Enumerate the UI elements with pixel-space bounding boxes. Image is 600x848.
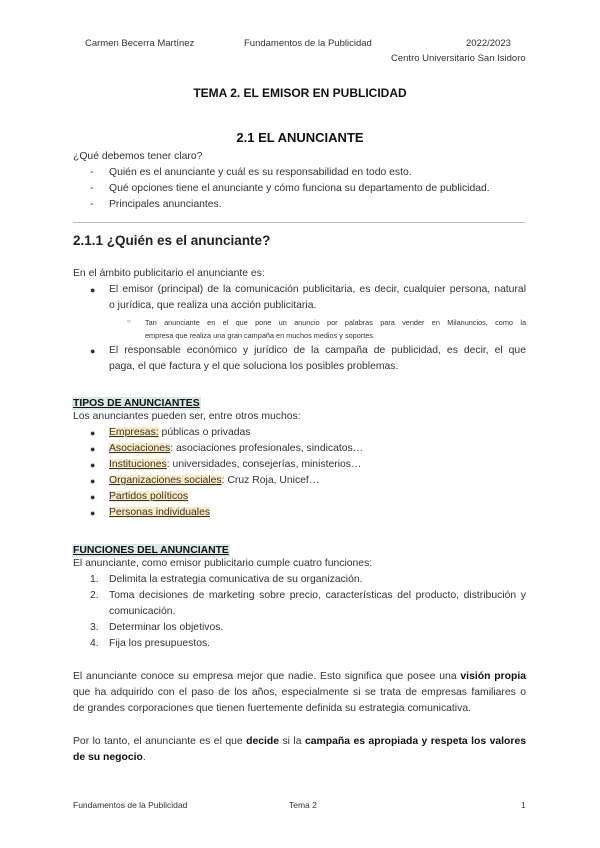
dash-marker-3: - [90,199,94,210]
para1-line-2: que ha adquirido con el paso de los años, especialmente si se trata de empresas familiares o [73,687,526,698]
header-year: 2022/2023 [466,38,511,49]
tipo-item-4 [109,475,319,486]
funcion-item-1: Delimita la estrategia comunicativa de su organización. [109,574,363,585]
funciones-heading-wrap [72,540,230,558]
bullet-1-line-2: o jurídica, que realiza una acción publicitaria. [109,300,317,311]
para2-emphasis: de su negocio [73,752,143,763]
bullet-1-line-1: El emisor (principal) de la comunicación publicitaria, es decir, cualquier persona, natural [109,284,526,295]
dash-marker-2: - [90,183,94,194]
para2-emphasis: campaña es apropiada y respeta los valores [304,736,526,747]
tipo-term: Partidos políticos [109,491,189,502]
footer-page-number: 1 [521,800,526,810]
list-number: 1. [90,574,99,585]
tipo-desc: públicas o privadas [158,427,251,438]
bullet-icon: ● [90,444,96,454]
bullet-icon: ● [90,476,96,486]
funciones-lead: El anunciante, como emisor publicitario cumple cuatro funciones: [73,558,373,569]
subsection-lead: En el ámbito publicitario el anunciante es: [73,268,265,279]
para2-text: . [142,752,146,763]
tipos-heading-wrap [72,393,201,411]
para2-emphasis: decide [246,736,280,747]
tipos-heading: TIPOS DE ANUNCIANTES [73,398,200,409]
para1-line-3: de grandes corporaciones que tienen fuertemente definida su estrategia comunicativa. [73,703,471,714]
dash-item-1: Quién es el anunciante y cuál es su responsabilidad en todo esto. [109,167,412,178]
bullet-icon: ● [90,508,96,518]
bullet-2-line-2: paga, el que factura y el que soluciona los posibles problemas. [109,361,399,372]
bullet-icon: ● [90,492,96,502]
tipo-desc: : Cruz Roja, Unicef… [221,475,320,486]
tipo-term: Personas individuales [109,507,211,518]
header-subject: Fundamentos de la Publicidad [244,38,372,49]
bullet-icon: ● [90,428,96,438]
tipos-lead: Los anunciantes pueden ser, entre otros muchos: [73,411,301,422]
para1-line-1 [73,671,526,682]
list-number: 2. [90,590,99,601]
funciones-heading: FUNCIONES DEL ANUNCIANTE [73,545,229,556]
tipo-item-1 [109,427,251,438]
funcion-item-2-line-1: Toma decisiones de marketing sobre precio, características del producto, distribución y [109,590,526,601]
subsection-heading: 2.1.1 ¿Quién es el anunciante? [73,233,271,248]
section-intro: ¿Qué debemos tener claro? [73,151,203,162]
bullet-2-line-1: El responsable económico y jurídico de la campaña de publicidad, es decir, el que [109,345,526,356]
para1-text: El anunciante conoce su empresa mejor que nadie. Esto significa que posee una [73,671,461,682]
dash-item-2: Qué opciones tiene el anunciante y cómo funciona su departamento de publicidad. [109,183,490,194]
tipo-term: Asociaciones [109,443,171,454]
para2-text: Por lo tanto, el anunciante es el que [73,736,247,747]
funcion-item-3: Determinar los objetivos. [109,622,224,633]
header-institution: Centro Universitario San Isidoro [391,53,526,64]
tipo-desc: : universidades, consejerías, ministerios… [166,459,362,470]
tipo-desc: : asociaciones profesionales, sindicatos… [170,443,364,454]
circle-bullet-icon: ○ [127,319,131,325]
tipo-term: Instituciones [109,459,167,470]
note-line-1: Tan anunciante en el que pone un anuncio por palabras para vender en Milanuncios, como la [145,318,526,327]
list-number: 4. [90,638,99,649]
footer-tema: Tema 2 [289,800,317,810]
page-title: TEMA 2. EL EMISOR EN PUBLICIDAD [193,86,407,100]
para2-line-1 [73,736,526,747]
funcion-item-4: Fija los presupuestos. [109,638,211,649]
funcion-item-2-line-2: comunicación. [109,606,176,617]
header-author: Carmen Becerra Martínez [85,38,195,49]
footer-subject: Fundamentos de la Publicidad [73,800,188,810]
note-line-2: empresa que realiza una gran campaña en muchos medios y soportes. [145,331,375,340]
section-heading: 2.1 EL ANUNCIANTE [236,130,364,145]
para1-emphasis: visión propia [460,671,526,682]
tipo-item-5 [109,491,188,502]
bullet-icon: ● [90,346,96,356]
tipo-item-3 [109,459,361,470]
bullet-icon: ● [90,460,96,470]
tipo-item-6 [109,507,210,518]
para2-text: si la [279,736,305,747]
horizontal-divider [73,222,525,223]
tipo-item-2 [109,443,363,454]
dash-item-3: Principales anunciantes. [109,199,222,210]
tipo-term: Organizaciones sociales [109,475,222,486]
tipo-term: Empresas: [109,427,159,438]
para2-line-2 [73,752,146,763]
list-number: 3. [90,622,99,633]
dash-marker-1: - [90,167,94,178]
bullet-icon: ● [90,285,96,295]
